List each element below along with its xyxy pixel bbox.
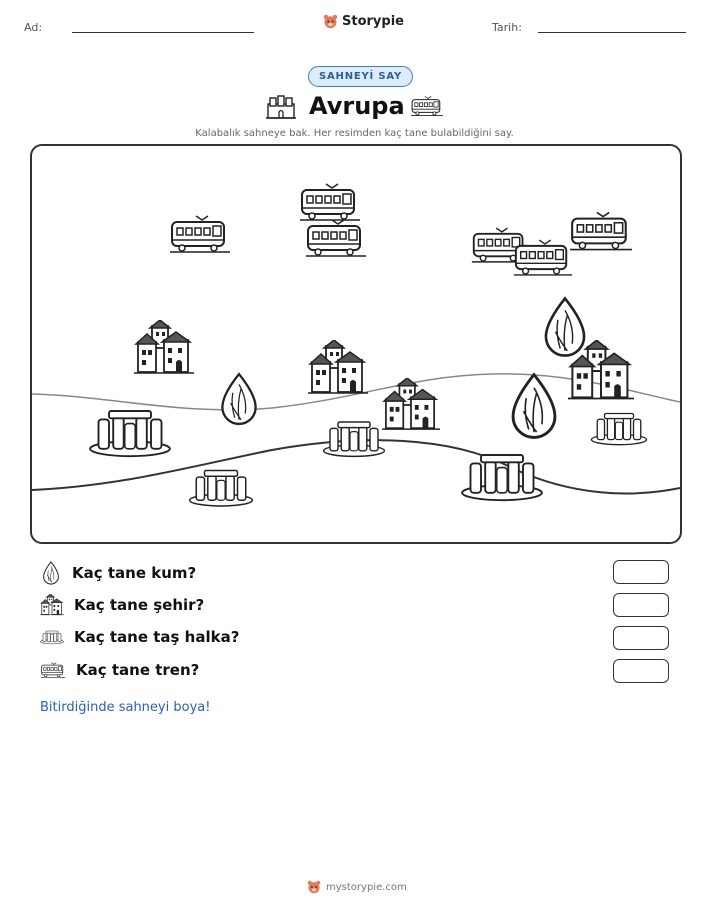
name-field[interactable] [72,32,254,33]
tram [306,220,366,256]
bear-icon [323,14,338,29]
tram-icon [40,660,66,680]
sand-drop [222,374,255,424]
sand-drop [546,298,584,355]
stone-circle [190,471,253,506]
question-label: Kaç tane şehir? [74,596,205,614]
question-label: Kaç tane tren? [76,661,200,679]
stone-circle [90,411,170,456]
question-city [40,594,204,616]
answer-box-tram[interactable] [613,659,669,683]
worksheet-badge: SAHNEYİ SAY [308,66,413,87]
counting-scene [30,144,682,544]
sand-drop [513,375,555,438]
date-field[interactable] [538,32,686,33]
city [308,340,368,393]
stone-circle [462,455,542,500]
date-label: Tarih: [492,21,522,34]
question-sand [40,561,196,585]
answer-box-city[interactable] [613,593,669,617]
question-tram [40,660,199,680]
city-icon [40,594,64,616]
tram [514,240,572,275]
question-stone-circle [40,627,239,647]
name-label: Ad: [24,21,43,34]
bear-icon [307,880,321,894]
sand-drop-icon [40,561,62,585]
city [382,378,440,429]
instructions: Kalabalık sahneye bak. Her resimden kaç tane bulabildiğini say. [195,128,514,139]
brand-name: Storypie [342,14,404,29]
city [134,320,194,373]
page-title: Avrupa [309,92,405,120]
stone-circle [324,422,385,456]
question-label: Kaç tane taş halka? [74,628,240,646]
stone-circle [591,414,646,445]
castle-icon [266,94,296,120]
tram [570,212,632,249]
coloring-note: Bitirdiğinde sahneyi boya! [40,700,211,715]
question-label: Kaç tane kum? [72,564,197,582]
stone-circle-icon [40,627,64,647]
brand-logo [323,14,404,29]
footer-site[interactable]: mystorypie.com [326,881,407,893]
tram-icon [410,94,444,118]
answer-box-stone-circle[interactable] [613,626,669,650]
footer [307,880,407,894]
scene-drawing [32,146,680,542]
tram [170,216,230,252]
answer-box-sand[interactable] [613,560,669,584]
tram [300,184,360,220]
